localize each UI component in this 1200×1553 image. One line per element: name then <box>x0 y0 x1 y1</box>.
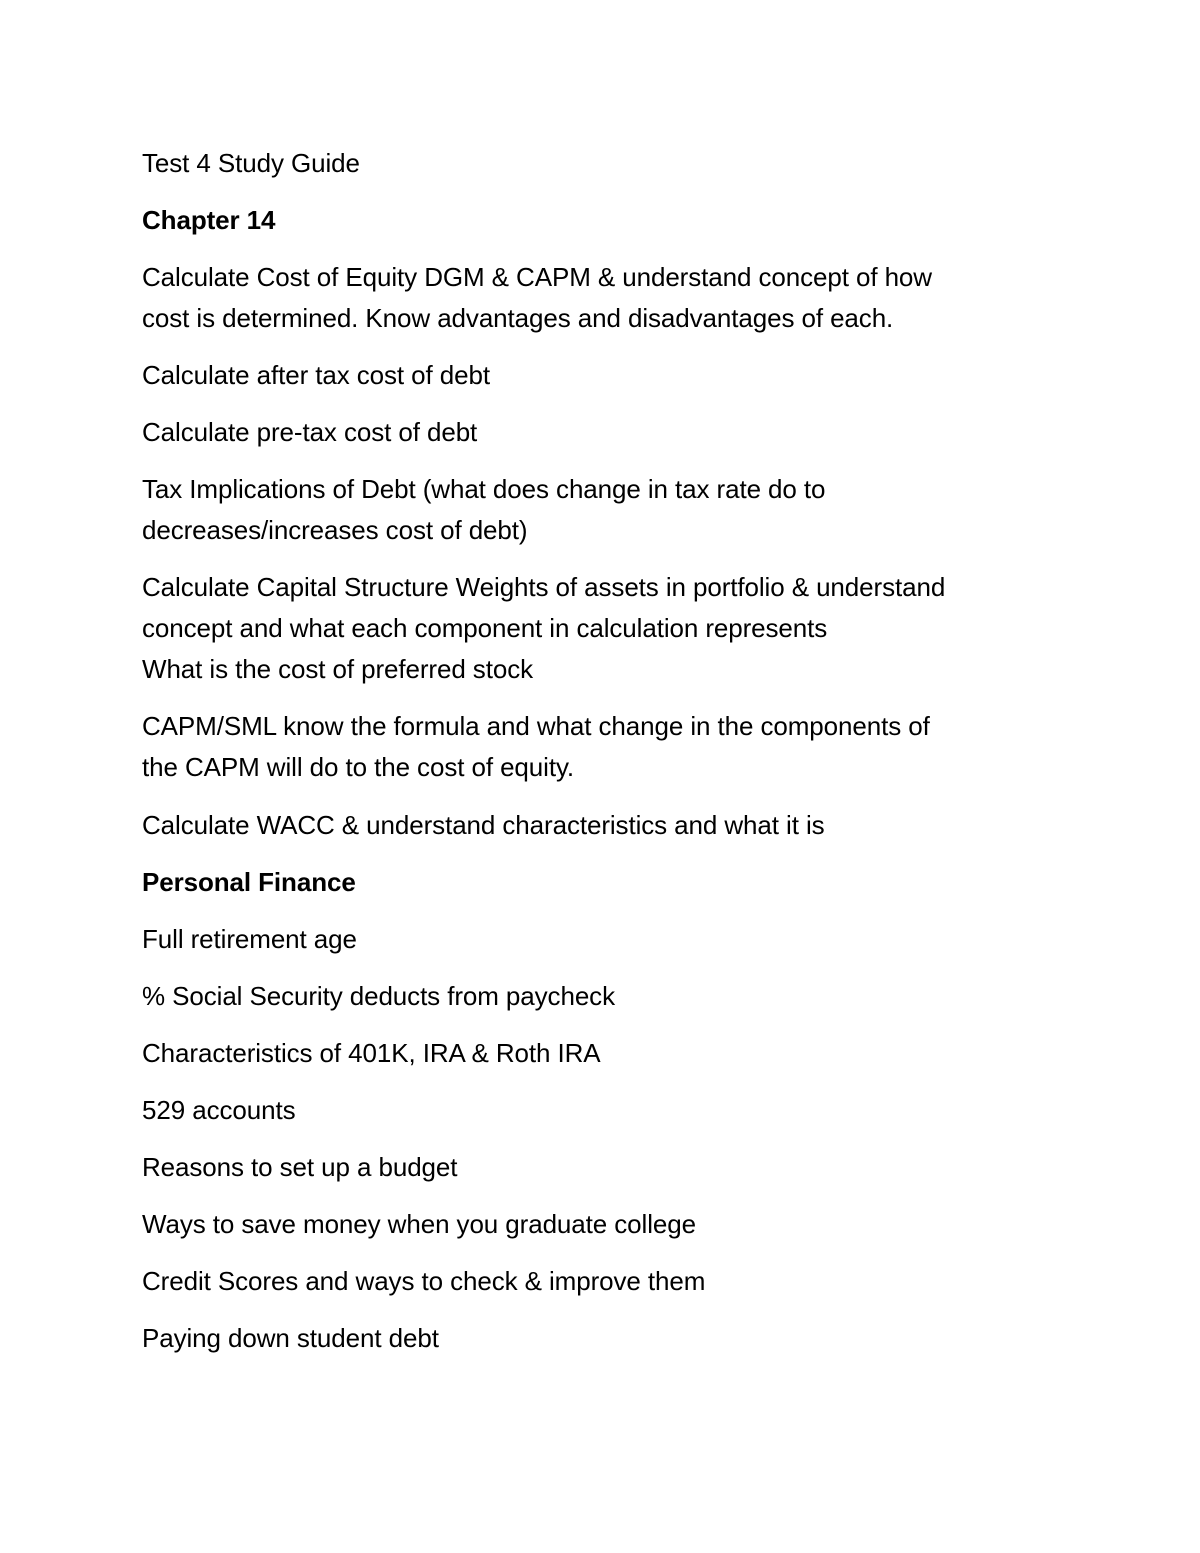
item-tax-implications-line-1: Tax Implications of Debt (what does change in tax rate do to <box>142 474 826 504</box>
item-wacc: Calculate WACC & understand characteristics and what it is <box>142 810 825 840</box>
document-title: Test 4 Study Guide <box>142 148 360 178</box>
item-pre-tax-cost-of-debt: Calculate pre-tax cost of debt <box>142 417 478 447</box>
item-tax-implications-line-2: decreases/increases cost of debt) <box>142 515 528 545</box>
item-529-accounts: 529 accounts <box>142 1095 296 1125</box>
item-cost-of-equity-line-2: cost is determined. Know advantages and disadvantages of each. <box>142 303 894 333</box>
section-heading-chapter-14: Chapter 14 <box>142 205 276 235</box>
item-preferred-stock: What is the cost of preferred stock <box>142 654 533 684</box>
item-capital-structure-line-1: Calculate Capital Structure Weights of assets in portfolio & understand <box>142 572 946 602</box>
item-save-money: Ways to save money when you graduate college <box>142 1209 696 1239</box>
item-retirement-accounts: Characteristics of 401K, IRA & Roth IRA <box>142 1038 601 1068</box>
item-social-security: % Social Security deducts from paycheck <box>142 981 615 1011</box>
item-capm-sml-line-1: CAPM/SML know the formula and what change in the components of <box>142 711 930 741</box>
item-credit-scores: Credit Scores and ways to check & improve them <box>142 1266 706 1296</box>
item-after-tax-cost-of-debt: Calculate after tax cost of debt <box>142 360 490 390</box>
item-cost-of-equity-line-1: Calculate Cost of Equity DGM & CAPM & understand concept of how <box>142 262 932 292</box>
item-full-retirement-age: Full retirement age <box>142 924 357 954</box>
section-heading-personal-finance: Personal Finance <box>142 867 356 897</box>
item-student-debt: Paying down student debt <box>142 1323 439 1353</box>
item-budget-reasons: Reasons to set up a budget <box>142 1152 458 1182</box>
item-capital-structure-line-2: concept and what each component in calculation represents <box>142 613 828 643</box>
item-capm-sml-line-2: the CAPM will do to the cost of equity. <box>142 752 575 782</box>
